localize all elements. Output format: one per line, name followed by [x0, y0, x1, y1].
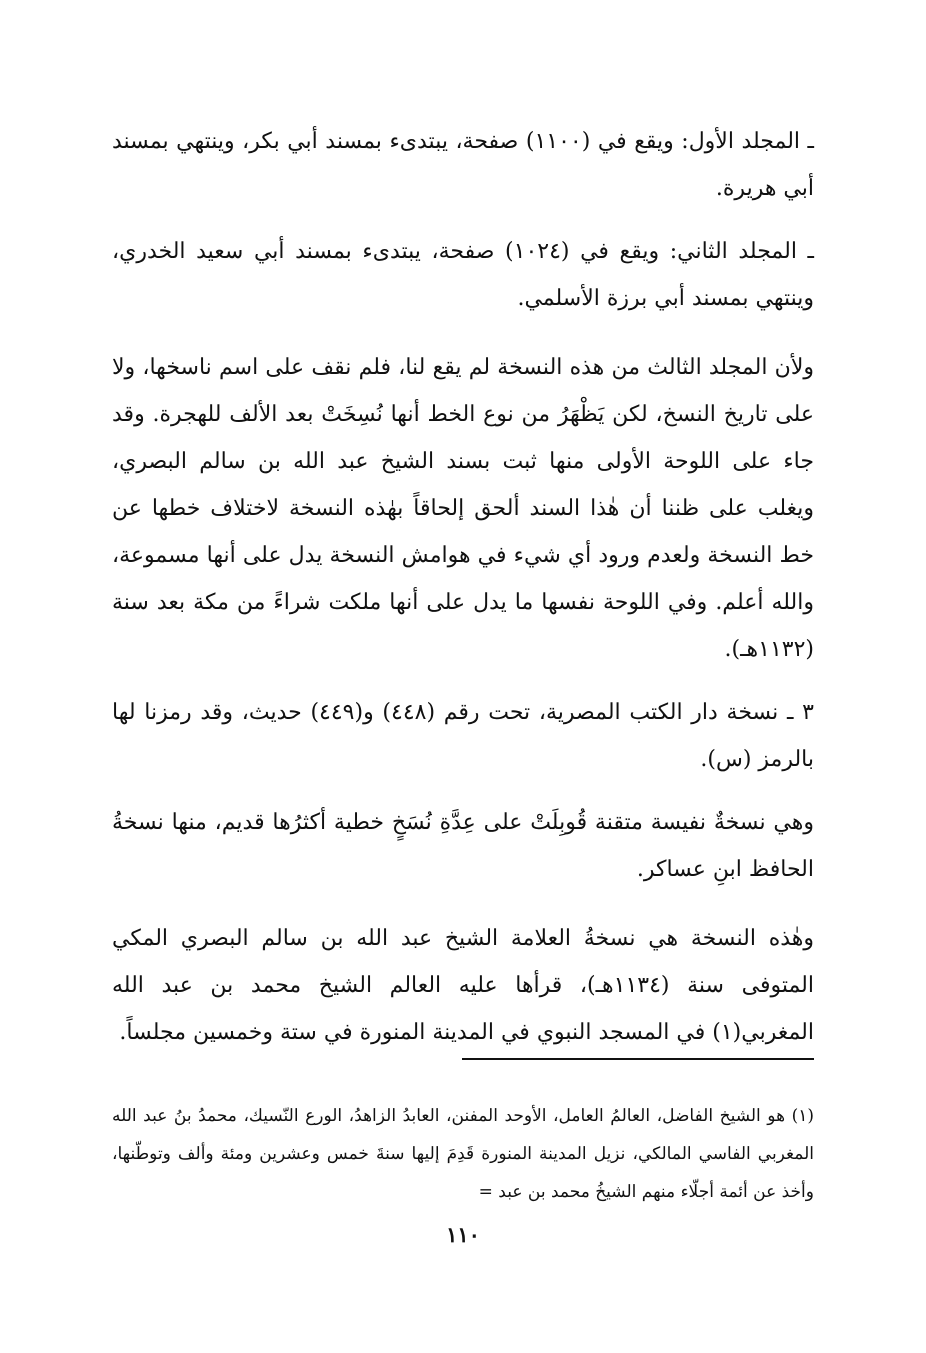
- paragraph-volume-two: ـ المجلد الثاني: ويقع في (١٠٢٤) صفحة، يبتدىء بمسند أبي سعيد الخدري، وينتهي بمسند أبي برزة الأسلمي.: [112, 239, 814, 311]
- page-number: ١١٠: [446, 1222, 480, 1247]
- footnote-divider: [462, 1058, 814, 1060]
- paragraph-copy-owner: وهٰذه النسخة هي نسخةُ العلامة الشيخ عبد الله بن سالم البصري المكي المتوفى سنة (١١٣٤هـ)، قرأها عليه العالم الشيخ محمد بن عبد الله المغربي(١) في المسجد النبوي في المدينة المنورة في ستة وخمسين مجلساً.: [112, 926, 814, 1045]
- paragraph-volume-three: ولأن المجلد الثالث من هذه النسخة لم يقع لنا، فلم نقف على اسم ناسخها، ولا على تاريخ النسخ، لكن يَظْهَرُ من نوع الخط أنها نُسِخَتْ بعد الألف للهجرة. وقد جاء على اللوحة الأولى منها ثبت بسند الشيخ عبد الله بن سالم البصري، ويغلب على ظننا أن هٰذا السند ألحق إلحاقاً بهٰذه النسخة لاختلاف خطها عن خط النسخة ولعدم ورود أي شيء في هوامش النسخة يدل على أنها مسموعة، والله أعلم. وفي اللوحة نفسها ما يدل على أنها ملكت شراءً من مكة بعد سنة (١١٣٢هـ).: [112, 355, 814, 662]
- paragraph-egyptian-copy: ٣ ـ نسخة دار الكتب المصرية، تحت رقم (٤٤٨) و(٤٤٩) حديث، وقد رمزنا لها بالرمز (س).: [112, 700, 814, 772]
- paragraph-volume-one: ـ المجلد الأول: ويقع في (١١٠٠) صفحة، يبتدىء بمسند أبي بكر، وينتهي بمسند أبي هريرة.: [112, 129, 814, 201]
- footnote-1: (١) هو الشيخ الفاضل، العالمُ العامل، الأوحد المفنن، العابدُ الزاهدُ، الورع النّسيك، محمدُ بنُ عبد الله المغربي الفاسي المالكي، نزيل المدينة المنورة قَدِمَ إليها سنةَ خمس وعشرين ومئة وألف وتوطّنها، وأخذ عن أئمة أجلّاء منهم الشيخُ محمد بن عبد =: [112, 1106, 814, 1202]
- main-text: [112, 118, 814, 1072]
- paragraph-copy-description: وهي نسخةٌ نفيسة متقنة قُوبِلَتْ على عِدَّةِ نُسَخٍ خطية أكثرُها قديم، منها نسخةُ الحافظ ابنِ عساكر.: [112, 810, 814, 882]
